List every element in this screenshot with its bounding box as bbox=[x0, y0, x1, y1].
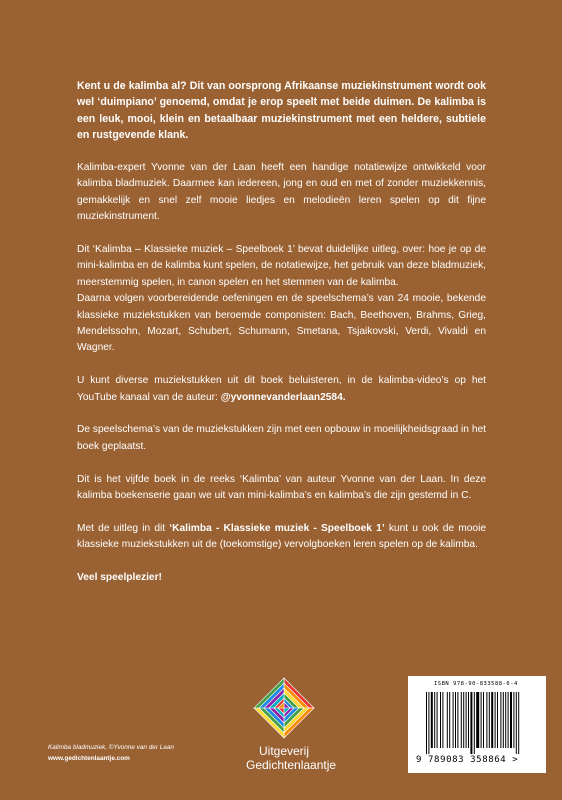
barcode-bar bbox=[510, 692, 512, 748]
closing-line: Veel speelplezier! bbox=[77, 572, 162, 584]
barcode-bar bbox=[461, 692, 462, 748]
barcode-bar bbox=[518, 692, 519, 754]
barcode-bar bbox=[431, 692, 433, 748]
barcode-bars bbox=[426, 692, 530, 754]
barcode-bar bbox=[505, 692, 506, 748]
barcode-bar bbox=[468, 692, 469, 748]
barcode-bar bbox=[447, 692, 448, 748]
barcode-digits: 9 789083 358864 > bbox=[416, 755, 519, 765]
barcode-bar bbox=[483, 692, 484, 748]
contents-text: Dit ‘Kalimba – Klassieke muziek – Speelboek 1’ bevat duidelijke uitleg, over: hoe je op de mini-kalimba en de kalimba kunt spelen, de notatiewijze, het gebruik van deze bladmuziek, meerstemmig spelen, in canon spelen en het stemmen van de kalimba. bbox=[77, 244, 486, 288]
barcode-bar bbox=[516, 692, 517, 754]
youtube-text: U kunt diverse muziekstukken uit dit boek beluisteren, in de kalimba-video’s op het YouTube kanaal van de auteur: bbox=[77, 375, 486, 403]
barcode-bar bbox=[463, 692, 464, 748]
notation-paragraph: Kalimba-expert Yvonne van der Laan heeft een handige notatiewijze ontwikkeld voor kalimba bladmuziek. Daarmee kan iedereen, jong en oud en met of zonder muziekkennis, gemakkelijk en snel zelf mooie liedjes en melodieën leren spelen op dit fijne muziekinstrument. bbox=[77, 162, 486, 223]
series-paragraph: Dit is het vijfde boek in de reeks ‘Kalimba’ van auteur Yvonne van der Laan. In deze kalimba boekenserie gaan we uit van mini-kalimba’s en kalimba’s die zijn gestemd in C. bbox=[77, 473, 486, 502]
barcode-bar bbox=[466, 692, 467, 748]
composers-text: Daarna volgen voorbereidende oefeningen en de speelschema’s van 24 mooie, bekende klassieke muziekstukken van beroemde componisten: Bach, Beethoven, Brahms, Grieg, Mendelssohn, Mozart, Schubert, Schumann, Smetana, Tsjaikovski, Verdi, Vivaldi en Wagner. bbox=[77, 293, 486, 354]
barcode-bar bbox=[495, 692, 496, 748]
contents-paragraph bbox=[77, 242, 486, 357]
barcode-bar bbox=[449, 692, 450, 748]
difficulty-paragraph: De speelschema’s van de muziekstukken zijn met een opbouw in moeilijkheidsgraad in het boek geplaatst. bbox=[77, 424, 486, 452]
website-url: www.gedichtenlaantje.com bbox=[48, 755, 130, 762]
barcode-bar bbox=[489, 692, 490, 748]
barcode-bar bbox=[500, 692, 501, 748]
footer-credits bbox=[48, 742, 174, 764]
isbn-label: ISBN 978-90-833588-6-4 bbox=[434, 681, 518, 687]
back-cover-text bbox=[77, 78, 486, 603]
barcode-bar bbox=[513, 692, 514, 748]
barcode-bar bbox=[442, 692, 443, 748]
youtube-paragraph bbox=[77, 373, 486, 406]
followup-pre: Met de uitleg in dit bbox=[77, 522, 170, 534]
barcode-bar bbox=[486, 692, 487, 748]
youtube-handle: @yvonnevanderlaan2584. bbox=[220, 391, 346, 403]
barcode-bar bbox=[476, 692, 479, 748]
barcode-bar bbox=[508, 692, 509, 748]
barcode-bar bbox=[434, 692, 435, 748]
copyright-credit: Kalimba bladmuziek, ©Yvonne van der Laan bbox=[48, 744, 174, 751]
barcode-bar bbox=[470, 692, 472, 754]
publisher-name-line2: Gedichtenlaantje bbox=[246, 758, 337, 772]
barcode-bar bbox=[428, 692, 429, 754]
publisher-name-line1: Uitgeverij bbox=[258, 744, 309, 758]
barcode-bar bbox=[440, 692, 441, 748]
isbn-barcode bbox=[408, 676, 546, 773]
intro-paragraph: Kent u de kalimba al? Dit van oorsprong Afrikaanse muziekinstrument wordt ook wel ‘duimpiano’ genoemd, omdat je erop speelt met beide duimen. De kalimba is een leuk, mooi, klein en betaalbaar muziekinstrument met een heldere, subtiele en rustgevende klank. bbox=[77, 80, 486, 142]
followup-post: kunt u ook de mooie klassieke muziekstukken uit de (toekomstige) vervolgboeken leren spelen op de kalimba. bbox=[77, 522, 487, 551]
publisher-logo bbox=[246, 676, 337, 772]
publisher-name bbox=[246, 744, 337, 772]
barcode-bar bbox=[491, 692, 493, 748]
barcode-bar bbox=[437, 692, 438, 748]
barcode-bar bbox=[503, 692, 504, 748]
followup-paragraph bbox=[77, 521, 486, 554]
barcode-bar bbox=[474, 692, 475, 754]
barcode-bar bbox=[426, 692, 427, 754]
book-title: ‘Kalimba - Klassieke muziek - Speelboek 1’ bbox=[169, 522, 385, 534]
barcode-bar bbox=[455, 692, 456, 748]
barcode-bar bbox=[481, 692, 482, 748]
publisher-logo-icon bbox=[252, 676, 316, 740]
barcode-bar bbox=[457, 692, 458, 748]
barcode-bar bbox=[453, 692, 454, 748]
barcode-bar bbox=[497, 692, 498, 748]
